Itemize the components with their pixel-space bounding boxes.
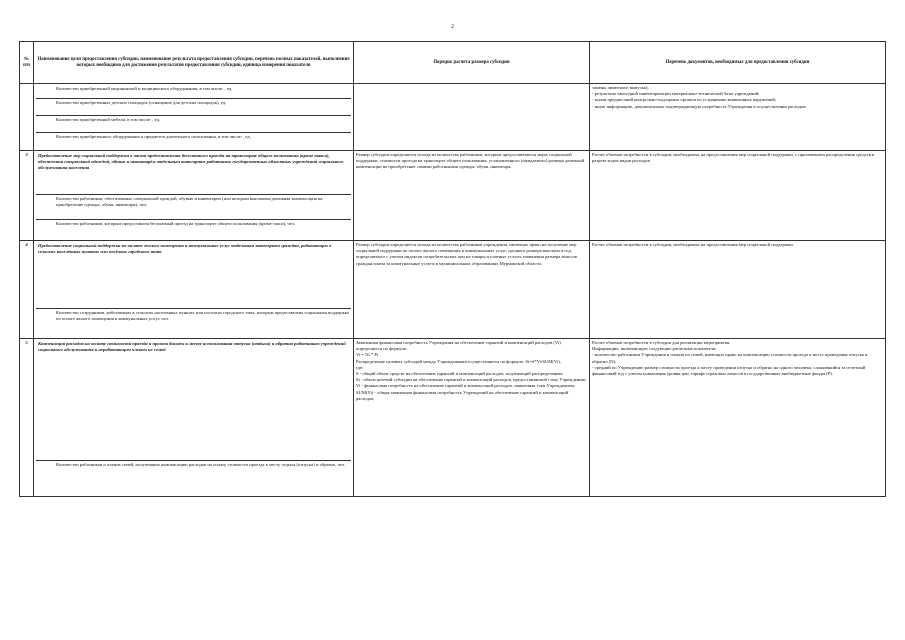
table-row [20,241,886,339]
subsidy-table [19,41,886,497]
table-row [20,339,886,497]
table-row [20,151,886,241]
row-number: 5 [20,339,34,497]
goal-cell [34,151,354,241]
indicator-item: Количество приобретенных детских площадок (оснащение для детских площадок), ед. [36,98,351,115]
header-num: № п/п [20,42,34,84]
row-number [20,84,34,151]
order-cell: Размер субсидии определяется исходя из количества работников учреждения, имеющих право на получение мер социальной поддержки по оплате жилого помещения и коммунальных услуг, среднего размера выплаты в год, определяемого с учетом индексов потребительских цен на товары и платные услуги, изменения размера взносов граждан платы за коммунальные услуги в муниципальных образованиях Мурманской области. [354,241,590,339]
indicator-cell [34,84,354,151]
indicator-item: Количество работников, обеспеченных специальной одеждой, обувью и инвентарем (или которым выплачена денежная компенсация на приобретение одежды, обуви, инвентаря), чел. [36,194,351,219]
order-cell: Заявленная финансовая потребность Учреждения на обеспечение гарантий и компенсаций расходов (Vi) определяется по формуле: Vi = Ni * Pi Распределение целевых субсидий между Учреждениями осуществляется по формуле: Si=S*Vi/SUM(Vi), где: S - общий объем средств на обеспечение гарантий и компенсаций расходов, подлежащий распределению; Si - объем целевой субсидии на обеспечение гарантий и компенсаций расходов, предоставляемой i-ому Учреждению; Vi - финансовая потребность на обеспечение гарантий и компенсаций расходов, заявленная i-ым Учреждением; SUM(Vi) - общая заявленная финансовая потребность Учреждений на обеспечение гарантий и компенсаций расходов. [354,339,590,497]
header-docs: Перечень документов, необходимых для предоставления субсидии [590,42,886,84]
indicator-item: Количество работников и членов семей, получивших компенсацию расходов на оплату стоимости проезда к месту отдыха (отпуска) и обратно, чел. [36,460,351,495]
goal-text: Предоставление социальной поддержки по оплате жилого помещения и коммунальных услуг отдельным категориям граждан, работающих в сельских населённых пунктах или посёлках городского типа [38,243,332,255]
goal-cell [34,241,354,339]
order-cell [354,84,590,151]
docs-cell: Расчет объемов потребности в субсидии, необходимых на предоставления мер социальной поддержки, с приложением распределения средств в разрезе кодов видов расходов. [590,151,886,241]
table-row [20,84,886,151]
order-cell: Размер субсидии определяется исходя из количества работников, которым предоставляются меры социальной поддержки, стоимости проезда на транспорте общего пользования, установленного (ожидаемого) размера денежной компенсации на приобретение самими работниками одежды, обуви, инвентаря. [354,151,590,241]
indicator-item: Количество приобретенной медицинской и медицинского оборудования, в том числе: , ед. [56,86,233,91]
docs-cell: Расчет объемов потребности в субсидии, необходимых на предоставления мер социальной поддержки. [590,241,886,339]
goal-text: Предоставление мер социальной поддержки в части предоставления бесплатного проезда на транспорте общего пользования (кроме такси), обеспечения специальной одеждой, обувью и инвентарём отдельным категориям работников государственных областных учреждений социального обслуживания населения [38,153,344,171]
goal-text: Компенсация расходов на оплату стоимости проезда и провоза багажа к месту использования отпуска (отдыха) и обратно работникам учреждений социального обслуживания и неработающим членам их семей [38,341,346,353]
table-header-row [20,42,886,84]
header-order: Порядок расчета размера субсидии [354,42,590,84]
page-number: 2 [451,24,454,30]
indicator-item: Количество приобретенной мебели, в том числе: , ед. [36,115,351,132]
indicator-item: Количество работников, которым предоставлен бесплатный проезд на транспорте общего пользования (кроме такси), чел. [36,219,351,239]
row-number: 3 [20,151,34,241]
goal-cell [34,339,354,497]
row-number: 4 [20,241,34,339]
indicator-item: Количество приобретенного оборудования и предметов длительного пользования, в том числе: , ед. [36,132,351,149]
indicator-item: Количество сотрудников, работающих в сельских населенных пунктах или поселках городского типа, которым предоставлена социальная поддержка по оплате жилого помещения и коммунальных услуг, чел. [36,308,351,337]
docs-cell: Расчет объемов потребности в субсидии для реализации мероприятия. Информацию, включающую следующие расчетные показатели: - количество работников Учреждения и членов их семей, имеющих право на компенсацию стоимости проезда к месту проведения отпуска и обратно (N); - средний по Учреждению размер стоимости проезда к месту проведения отпуска и обратно на одного человека, сложившийся за отчетный финансовый год с учетом повышения уровня цен, тарифа страховых взносов в государственные внебюджетные фонды (P). [590,339,886,497]
docs-cell: замены лимитного выпуска); - результаты ежегодной инвентаризации материально-технической базы учреждений; - копии предписаний контрольно-надзорных органов по устранению выявленных нарушений; - иную информацию, документально подтверждающую потребность Учреждения в осуществлении расходов. [590,84,886,151]
header-name: Наименование цели предоставления субсидии, наименование результата предоставления субсидии, перечень полных показателей, выполнение которых необходимо для достижения результатов предоставления субсидии, единица измерения показателя [34,42,354,84]
